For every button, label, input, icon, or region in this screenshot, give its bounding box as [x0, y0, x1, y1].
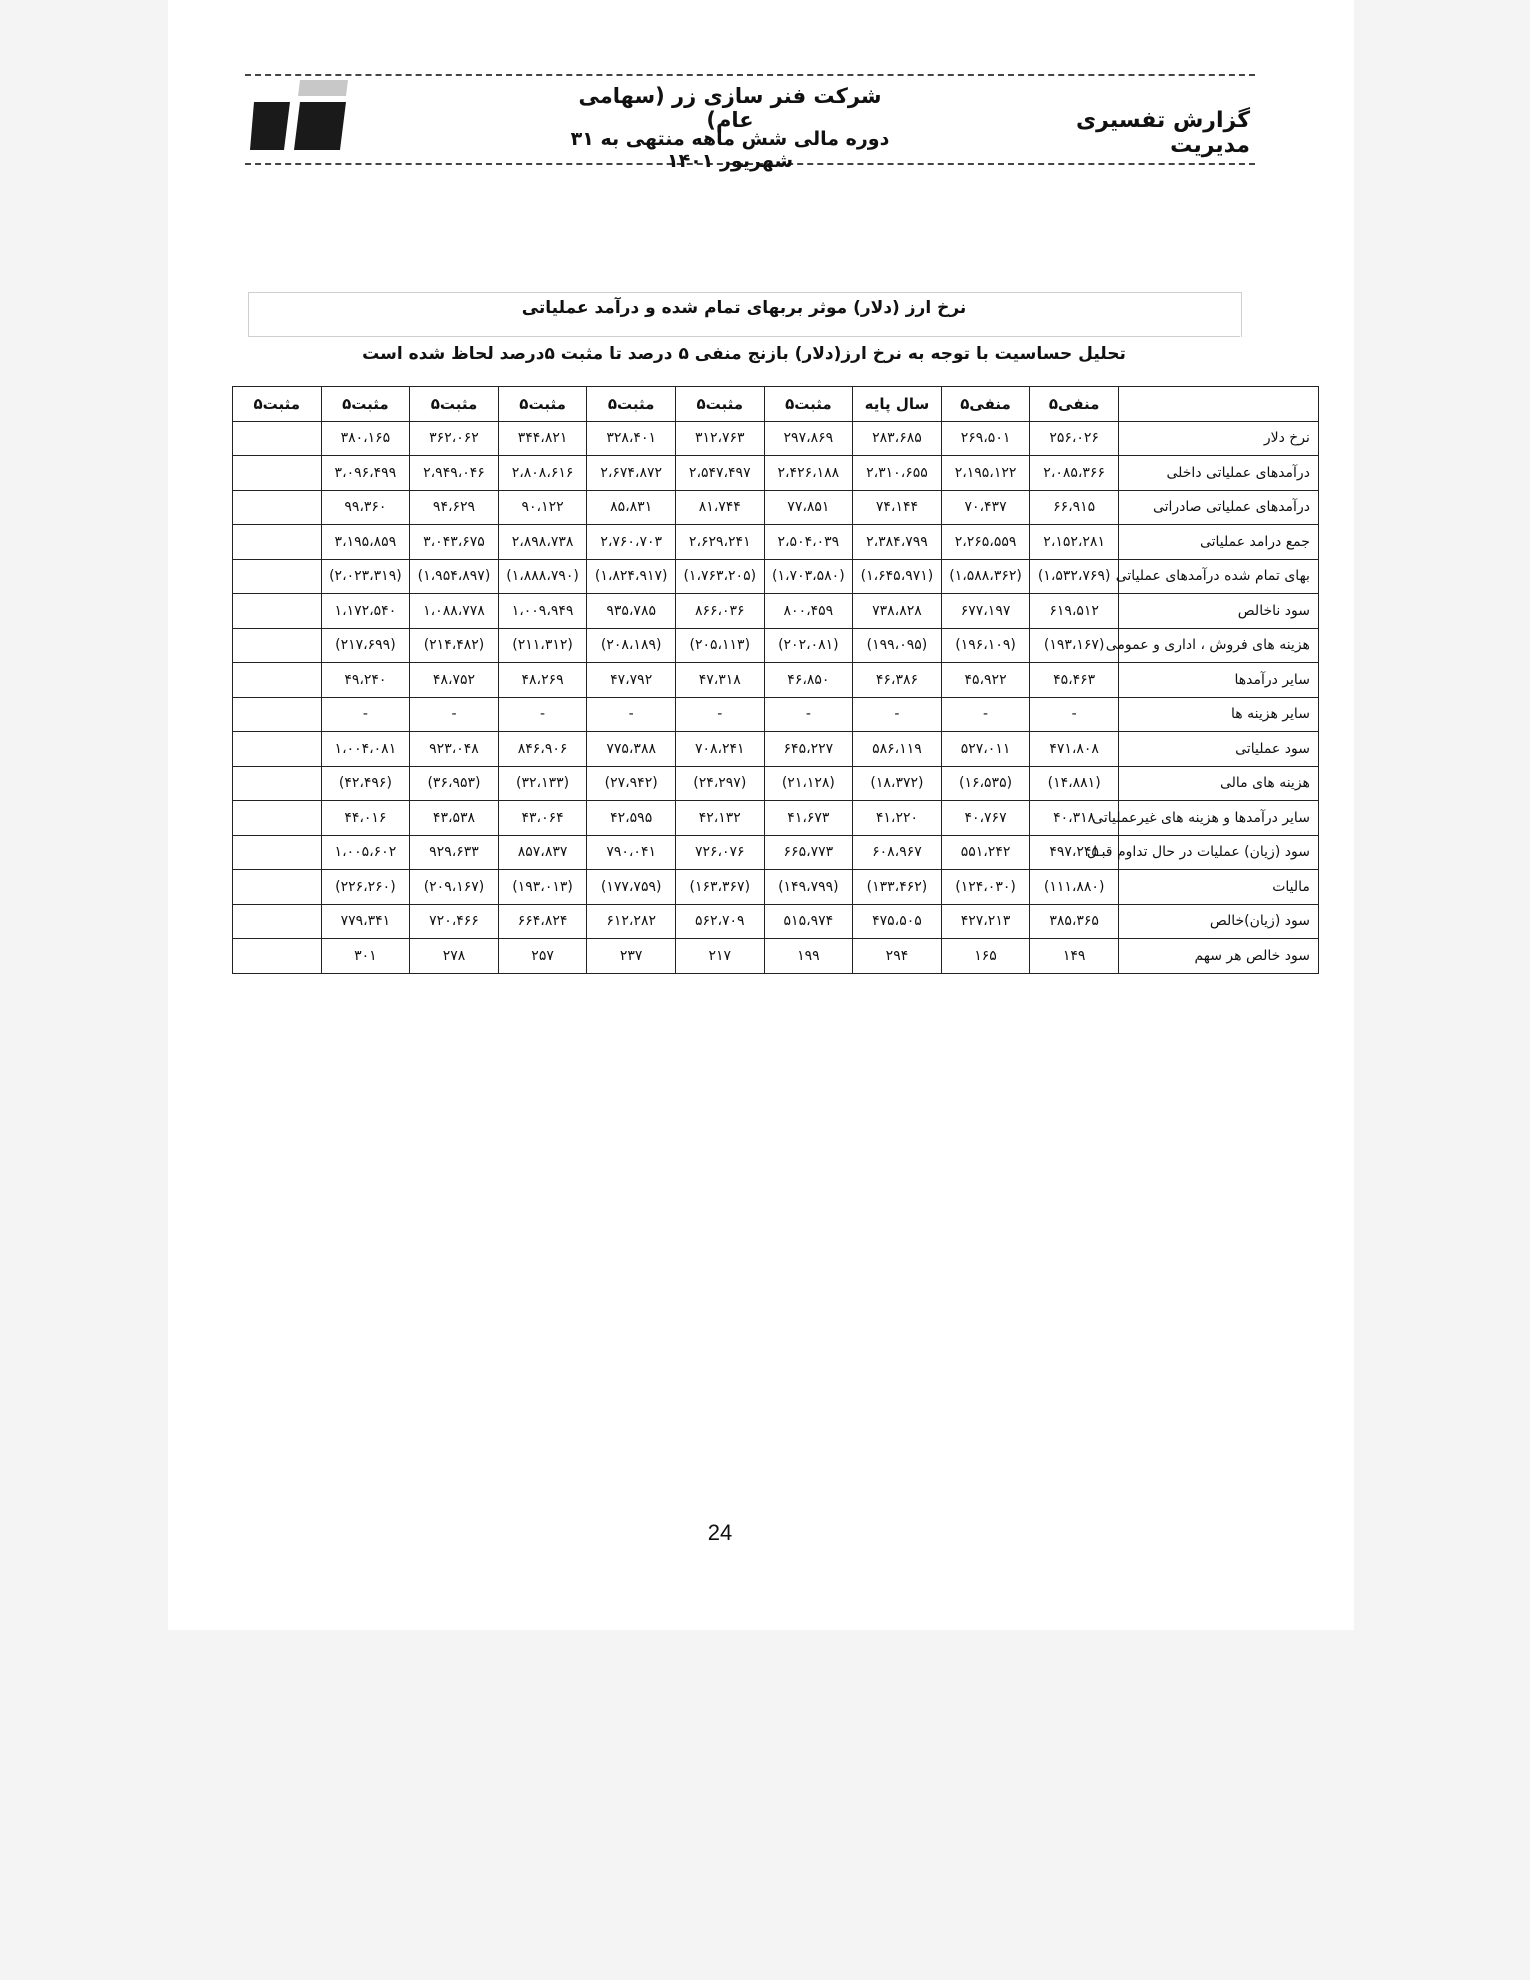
table-cell: (۲۱۴،۴۸۲): [410, 628, 499, 663]
table-cell: [233, 835, 322, 870]
table-cell: (۱۴۹،۷۹۹): [764, 870, 853, 905]
table-cell: ۹۴،۶۲۹: [410, 490, 499, 525]
table-cell: ۵۵۱،۲۴۲: [941, 835, 1030, 870]
row-label: بهای تمام شده درآمدهای عملیاتی: [1118, 559, 1318, 594]
table-cell: ۱۴۹: [1030, 939, 1119, 974]
table-cell: ۴۶،۳۸۶: [853, 663, 942, 698]
table-cell: ۶۶،۹۱۵: [1030, 490, 1119, 525]
table-cell: ۲،۸۹۸،۷۳۸: [498, 525, 587, 560]
table-cell: (۲۰۲،۰۸۱): [764, 628, 853, 663]
table-cell: [233, 904, 322, 939]
table-cell: ۲۶۹،۵۰۱: [941, 421, 1030, 456]
row-label: نرخ دلار: [1118, 421, 1318, 456]
table-cell: ۲،۲۶۵،۵۵۹: [941, 525, 1030, 560]
table-cell: [233, 766, 322, 801]
table-cell: ۴۷،۳۱۸: [675, 663, 764, 698]
table-cell: ۲،۹۴۹،۰۴۶: [410, 456, 499, 491]
table-cell: ۴۱،۲۲۰: [853, 801, 942, 836]
table-cell: (۱،۸۲۴،۹۱۷): [587, 559, 676, 594]
table-cell: (۱،۵۳۲،۷۶۹): [1030, 559, 1119, 594]
table-cell: ۱،۰۰۵،۶۰۲: [321, 835, 410, 870]
table-row: [233, 490, 1319, 525]
table-cell: ۲۵۷: [498, 939, 587, 974]
table-cell: ۴۳،۵۳۸: [410, 801, 499, 836]
table-cell: (۱۹۳،۰۱۳): [498, 870, 587, 905]
table-cell: (۲۲۶،۲۶۰): [321, 870, 410, 905]
table-cell: ۴۷،۷۹۲: [587, 663, 676, 698]
table-cell: ۲،۶۲۹،۲۴۱: [675, 525, 764, 560]
table-cell: ۳،۰۹۶،۴۹۹: [321, 456, 410, 491]
table-cell: ۲،۵۰۴،۰۳۹: [764, 525, 853, 560]
table-cell: ۲۵۶،۰۲۶: [1030, 421, 1119, 456]
table-cell: ۳۱۲،۷۶۳: [675, 421, 764, 456]
table-cell: (۱۳۳،۴۶۲): [853, 870, 942, 905]
table-cell: ۴۵،۴۶۳: [1030, 663, 1119, 698]
table-cell: ۷۰۸،۲۴۱: [675, 732, 764, 767]
table-cell: ۳۴۴،۸۲۱: [498, 421, 587, 456]
table-cell: ۲،۰۸۵،۳۶۶: [1030, 456, 1119, 491]
table-cell: ۷۰،۴۳۷: [941, 490, 1030, 525]
table-cell: (۴۲،۴۹۶): [321, 766, 410, 801]
table-cell: -: [941, 697, 1030, 732]
period-text: دوره مالی شش ماهه منتهی به ۳۱ شهریور ۱۴۰۱: [570, 128, 890, 172]
table-cell: -: [764, 697, 853, 732]
table-cell: ۹۳۵،۷۸۵: [587, 594, 676, 629]
table-cell: (۱۴،۸۸۱): [1030, 766, 1119, 801]
table-cell: ۷۳۸،۸۲۸: [853, 594, 942, 629]
table-cell: ۱،۱۷۲،۵۴۰: [321, 594, 410, 629]
table-cell: ۵۲۷،۰۱۱: [941, 732, 1030, 767]
row-label: سایر درآمدها: [1118, 663, 1318, 698]
table-cell: ۲،۳۱۰،۶۵۵: [853, 456, 942, 491]
table-cell: ۷۷،۸۵۱: [764, 490, 853, 525]
table-cell: ۴۶،۸۵۰: [764, 663, 853, 698]
report-title: گزارش تفسیری مدیریت: [1075, 108, 1250, 158]
table-cell: ۱،۰۰۹،۹۴۹: [498, 594, 587, 629]
table-cell: ۷۴،۱۴۴: [853, 490, 942, 525]
table-cell: ۳۸۰،۱۶۵: [321, 421, 410, 456]
table-cell: (۲۱۷،۶۹۹): [321, 628, 410, 663]
table-cell: ۹۰،۱۲۲: [498, 490, 587, 525]
table-cell: [233, 628, 322, 663]
row-label: هزینه های فروش ، اداری و عمومی: [1118, 628, 1318, 663]
table-row: [233, 456, 1319, 491]
table-cell: ۴۳،۰۶۴: [498, 801, 587, 836]
table-cell: (۱۹۳،۱۶۷): [1030, 628, 1119, 663]
table-cell: ۵۱۵،۹۷۴: [764, 904, 853, 939]
table-cell: -: [1030, 697, 1119, 732]
row-label: هزینه های مالی: [1118, 766, 1318, 801]
column-header: مثبت۵: [321, 387, 410, 422]
table-cell: ۸۱،۷۴۴: [675, 490, 764, 525]
table-cell: (۱۲۴،۰۳۰): [941, 870, 1030, 905]
table-cell: (۲،۰۲۳،۳۱۹): [321, 559, 410, 594]
table-head: [233, 387, 1319, 422]
column-header: مثبت۵: [498, 387, 587, 422]
table-cell: (۱۶،۵۳۵): [941, 766, 1030, 801]
table-cell: ۴۸،۲۶۹: [498, 663, 587, 698]
table-cell: ۴۲۷،۲۱۳: [941, 904, 1030, 939]
table-row: [233, 766, 1319, 801]
table-cell: [233, 732, 322, 767]
table-row: [233, 628, 1319, 663]
table-cell: ۳۰۱: [321, 939, 410, 974]
table-cell: ۴۹،۲۴۰: [321, 663, 410, 698]
table-cell: ۲،۸۰۸،۶۱۶: [498, 456, 587, 491]
table-cell: ۱۶۵: [941, 939, 1030, 974]
table-cell: (۱۸،۳۷۲): [853, 766, 942, 801]
table-cell: (۱۶۳،۳۶۷): [675, 870, 764, 905]
table-cell: ۳۲۸،۴۰۱: [587, 421, 676, 456]
row-label: سایر هزینه ها: [1118, 697, 1318, 732]
table-cell: ۶۶۴،۸۲۴: [498, 904, 587, 939]
table-body: [233, 421, 1319, 973]
table-cell: ۴۹۷،۲۴۵: [1030, 835, 1119, 870]
header-rule-top: [245, 74, 1255, 76]
table-cell: ۴۰،۷۶۷: [941, 801, 1030, 836]
table-cell: ۲،۱۹۵،۱۲۲: [941, 456, 1030, 491]
table-row: [233, 697, 1319, 732]
table-cell: ۸۵،۸۳۱: [587, 490, 676, 525]
table-cell: (۱۱۱،۸۸۰): [1030, 870, 1119, 905]
column-header: مثبت۵: [587, 387, 676, 422]
table-cell: [233, 594, 322, 629]
row-label: سود ناخالص: [1118, 594, 1318, 629]
row-label: مالیات: [1118, 870, 1318, 905]
table-cell: ۴۸،۷۵۲: [410, 663, 499, 698]
row-label-header: [1118, 387, 1318, 422]
table-cell: [233, 421, 322, 456]
table-cell: [233, 490, 322, 525]
table-cell: ۹۹،۳۶۰: [321, 490, 410, 525]
table-cell: (۱،۶۴۵،۹۷۱): [853, 559, 942, 594]
table-cell: ۶۶۵،۷۷۳: [764, 835, 853, 870]
table-cell: ۴۵،۹۲۲: [941, 663, 1030, 698]
table-row: [233, 421, 1319, 456]
table-cell: ۵۸۶،۱۱۹: [853, 732, 942, 767]
table-cell: (۲۰۸،۱۸۹): [587, 628, 676, 663]
table-title: نرخ ارز (دلار) موثر بربهای تمام شده و درآمد عملیاتی: [521, 298, 967, 318]
table-cell: ۳۸۵،۳۶۵: [1030, 904, 1119, 939]
table-cell: ۱۹۹: [764, 939, 853, 974]
column-header: مثبت۵: [764, 387, 853, 422]
table-cell: (۲۰۵،۱۱۳): [675, 628, 764, 663]
table-cell: (۱،۷۶۳،۲۰۵): [675, 559, 764, 594]
table-cell: ۸۰۰،۴۵۹: [764, 594, 853, 629]
table-cell: ۲۸۳،۶۸۵: [853, 421, 942, 456]
table-cell: [233, 663, 322, 698]
row-label: سود (زیان) عملیات در حال تداوم قبـل: [1118, 835, 1318, 870]
table-row: [233, 870, 1319, 905]
table-cell: ۸۵۷،۸۳۷: [498, 835, 587, 870]
table-row: [233, 732, 1319, 767]
row-label: سود خالص هر سهم: [1118, 939, 1318, 974]
table-cell: [233, 870, 322, 905]
table-cell: ۶۷۷،۱۹۷: [941, 594, 1030, 629]
header-row: [233, 387, 1319, 422]
table-cell: ۲،۷۶۰،۷۰۳: [587, 525, 676, 560]
table-subtitle: تحلیل حساسیت با توجه به نرخ ارز(دلار) بازنج منفی ۵ درصد تا مثبت ۵درصد لحاظ شده است: [362, 344, 1126, 364]
table-cell: ۷۹۰،۰۴۱: [587, 835, 676, 870]
table-cell: (۳۶،۹۵۳): [410, 766, 499, 801]
table-cell: ۴۷۱،۸۰۸: [1030, 732, 1119, 767]
table-cell: [233, 525, 322, 560]
table-cell: ۴۲،۵۹۵: [587, 801, 676, 836]
table-cell: -: [410, 697, 499, 732]
company-name: شرکت فنر سازی زر (سهامی عام): [578, 84, 882, 132]
company-logo: [250, 78, 350, 153]
table-row: [233, 663, 1319, 698]
table-cell: (۲۱۱،۳۱۲): [498, 628, 587, 663]
column-header: مثبت۵: [410, 387, 499, 422]
table-cell: ۲،۳۸۴،۷۹۹: [853, 525, 942, 560]
table-cell: ۳،۰۴۳،۶۷۵: [410, 525, 499, 560]
table-cell: ۷۷۹،۳۴۱: [321, 904, 410, 939]
table-cell: ۶۰۸،۹۶۷: [853, 835, 942, 870]
table-cell: -: [498, 697, 587, 732]
table-cell: ۶۱۲،۲۸۲: [587, 904, 676, 939]
table-cell: [233, 456, 322, 491]
table-cell: -: [587, 697, 676, 732]
table-row: [233, 939, 1319, 974]
table-cell: [233, 697, 322, 732]
table-cell: ۹۲۹،۶۳۳: [410, 835, 499, 870]
row-label: جمع درامد عملیاتی: [1118, 525, 1318, 560]
column-header: مثبت۵: [675, 387, 764, 422]
table-row: [233, 559, 1319, 594]
table-cell: (۳۲،۱۳۳): [498, 766, 587, 801]
table-cell: ۴۱،۶۷۳: [764, 801, 853, 836]
table-cell: ۳۶۲،۰۶۲: [410, 421, 499, 456]
column-header: منفی۵: [941, 387, 1030, 422]
table-cell: (۱۹۹،۰۹۵): [853, 628, 942, 663]
table-cell: [233, 559, 322, 594]
table-cell: (۱،۸۸۸،۷۹۰): [498, 559, 587, 594]
table-cell: -: [675, 697, 764, 732]
table-cell: ۱،۰۰۴،۰۸۱: [321, 732, 410, 767]
table-cell: ۲۷۸: [410, 939, 499, 974]
table-row: [233, 801, 1319, 836]
table-cell: ۲۱۷: [675, 939, 764, 974]
table-title-divider: [248, 336, 1240, 337]
table-cell: ۲،۱۵۲،۲۸۱: [1030, 525, 1119, 560]
table-cell: ۹۲۳،۰۴۸: [410, 732, 499, 767]
table-cell: ۱،۰۸۸،۷۷۸: [410, 594, 499, 629]
row-label: درآمدهای عملیاتی داخلی: [1118, 456, 1318, 491]
table-cell: (۲۰۹،۱۶۷): [410, 870, 499, 905]
table-cell: (۲۴،۲۹۷): [675, 766, 764, 801]
table-cell: (۱۷۷،۷۵۹): [587, 870, 676, 905]
table-row: [233, 594, 1319, 629]
table-cell: [233, 939, 322, 974]
table-cell: ۳،۱۹۵،۸۵۹: [321, 525, 410, 560]
row-label: سود (زیان)خالص: [1118, 904, 1318, 939]
table-cell: ۲،۴۲۶،۱۸۸: [764, 456, 853, 491]
table-cell: ۲،۶۷۴،۸۷۲: [587, 456, 676, 491]
table-cell: ۸۴۶،۹۰۶: [498, 732, 587, 767]
table-row: [233, 904, 1319, 939]
table-cell: ۴۲،۱۳۲: [675, 801, 764, 836]
table-cell: ۵۶۲،۷۰۹: [675, 904, 764, 939]
table-cell: (۱،۷۰۳،۵۸۰): [764, 559, 853, 594]
table-row: [233, 525, 1319, 560]
table-cell: ۷۷۵،۳۸۸: [587, 732, 676, 767]
column-header: مثبت۵: [233, 387, 322, 422]
table-cell: ۸۶۶،۰۳۶: [675, 594, 764, 629]
table-cell: [233, 801, 322, 836]
table-cell: (۲۷،۹۴۲): [587, 766, 676, 801]
table-cell: ۲۳۷: [587, 939, 676, 974]
table-cell: (۲۱،۱۲۸): [764, 766, 853, 801]
table-cell: ۷۲۶،۰۷۶: [675, 835, 764, 870]
page-number: 24: [707, 1520, 733, 1545]
table-cell: ۶۴۵،۲۲۷: [764, 732, 853, 767]
table-cell: (۱،۹۵۴،۸۹۷): [410, 559, 499, 594]
sensitivity-table: [232, 386, 1319, 974]
row-label: درآمدهای عملیاتی صادراتی: [1118, 490, 1318, 525]
table-cell: ۲۹۴: [853, 939, 942, 974]
table-cell: ۶۱۹،۵۱۲: [1030, 594, 1119, 629]
table-cell: ۲۹۷،۸۶۹: [764, 421, 853, 456]
row-label: سایر درآمدها و هزینه های غیرعملیاتی: [1118, 801, 1318, 836]
table-cell: ۴۷۵،۵۰۵: [853, 904, 942, 939]
table-cell: ۴۴،۰۱۶: [321, 801, 410, 836]
table-cell: -: [853, 697, 942, 732]
table-cell: ۷۲۰،۴۶۶: [410, 904, 499, 939]
table-cell: (۱۹۶،۱۰۹): [941, 628, 1030, 663]
table-row: [233, 835, 1319, 870]
column-header: سال پایه: [853, 387, 942, 422]
row-label: سود عملیاتی: [1118, 732, 1318, 767]
table-cell: ۲،۵۴۷،۴۹۷: [675, 456, 764, 491]
table-cell: (۱،۵۸۸،۳۶۲): [941, 559, 1030, 594]
table-cell: -: [321, 697, 410, 732]
table-cell: ۴۰،۳۱۸: [1030, 801, 1119, 836]
column-header: منفی۵: [1030, 387, 1119, 422]
